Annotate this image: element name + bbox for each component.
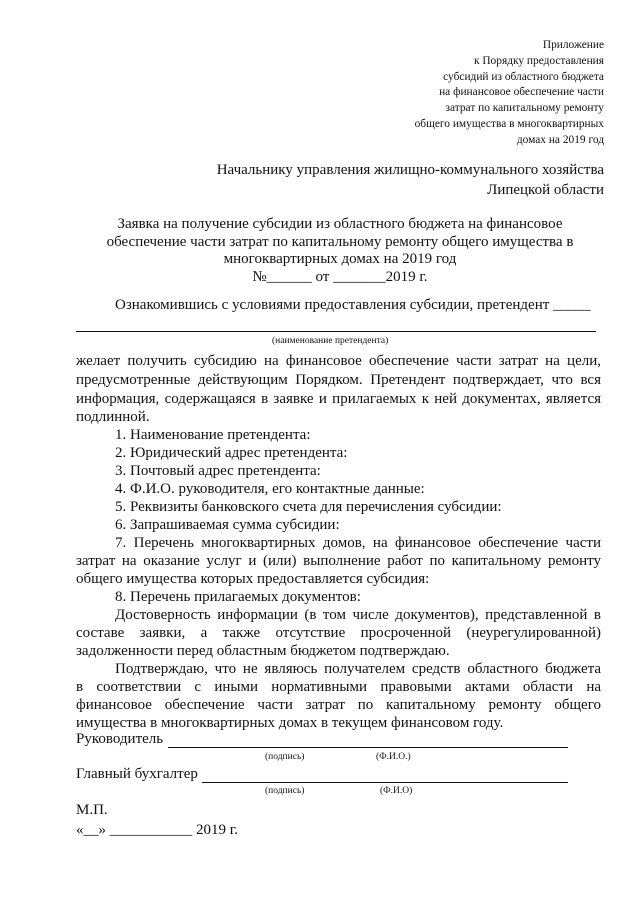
reliability-line: составе заявки, а также отсутствие просроченной (неурегулированной) [76, 625, 601, 641]
reliability-line: задолженности перед областным бюджетом подтверждаю. [76, 643, 450, 659]
list-item-continuation: общего имущества которых предоставляется субсидия: [76, 571, 430, 587]
body-line: подлинной. [76, 409, 150, 425]
appendix-line: домах на 2019 год [516, 133, 604, 146]
list-item: 1. Наименование претендента: [115, 427, 311, 443]
accountant-label: Главный бухгалтер [76, 766, 198, 782]
list-item: 8. Перечень прилагаемых документов: [115, 589, 361, 605]
confirm-line: Подтверждаю, что не являюсь получателем средств областного бюджета [115, 661, 601, 677]
list-item: 7. Перечень многоквартирных домов, на финансовое обеспечение части [115, 535, 601, 551]
date-line: «__» ___________ 2019 г. [76, 822, 238, 838]
list-item: 2. Юридический адрес претендента: [115, 445, 348, 461]
list-item: 3. Почтовый адрес претендента: [115, 463, 321, 479]
appendix-note [415, 38, 604, 149]
fio-caption: (Ф.И.О.) [376, 752, 411, 762]
appendix-line: Приложение [542, 39, 604, 51]
applicant-name-line [76, 331, 596, 332]
appendix-line: на финансовое обеспечение части [439, 86, 604, 99]
sign-caption: (подпись) [265, 786, 305, 796]
title-line: обеспечение части затрат по капитальному ремонту общего имущества в [106, 233, 574, 250]
body-line: желает получить субсидию на финансовое обеспечение части затрат на цели, [76, 353, 601, 369]
accountant-signature-line [202, 782, 568, 783]
confirm-line: имущества в многоквартирных домах в текущем финансовом году. [76, 715, 504, 731]
list-item: 6. Запрашиваемая сумма субсидии: [115, 517, 340, 533]
document-title [60, 216, 620, 286]
appendix-line: затрат по капитальному ремонту [445, 102, 604, 115]
sign-caption: (подпись) [265, 752, 305, 762]
addressee-line: Липецкой области [487, 182, 604, 198]
addressee-line: Начальнику управления жилищно-коммунального хозяйства [216, 162, 604, 178]
head-label: Руководитель [76, 731, 164, 747]
confirm-line: финансовое обеспечение части затрат по капитальному ремонту общего [76, 697, 601, 713]
appendix-line: к Порядку предоставления [473, 54, 604, 67]
fio-caption: (Ф.И.О) [380, 786, 413, 796]
head-signature-line [168, 747, 568, 748]
addressee [217, 160, 604, 200]
confirm-line: в соответствии с иными нормативными правовыми актами области на [76, 679, 601, 695]
list-item: 4. Ф.И.О. руководителя, его контактные данные: [115, 481, 425, 497]
appendix-line: субсидий из областного бюджета [443, 70, 604, 83]
title-number-date: №______ от _______2019 г. [252, 268, 428, 285]
title-line: многоквартирных домах на 2019 год [223, 251, 457, 267]
body-line: предусмотренные действующим Порядком. Претендент подтверждает, что вся [76, 372, 601, 388]
list-item-continuation: затрат на оказание услуг и (или) выполнение работ по капитальному ремонту [76, 553, 601, 569]
applicant-caption: (наименование претендента) [272, 336, 389, 346]
list-item: 5. Реквизиты банковского счета для перечисления субсидии: [115, 499, 502, 515]
reliability-line: Достоверность информации (в том числе документов), представленной в [115, 607, 601, 623]
title-line: Заявка на получение субсидии из областного бюджета на финансовое [117, 216, 563, 232]
body-line: информация, содержащаяся в заявке и прилагаемых к ней документах, является [76, 391, 601, 407]
stamp-place: М.П. [76, 802, 108, 818]
appendix-line: общего имущества в многоквартирных [414, 117, 604, 130]
intro-text: Ознакомившись с условиями предоставления субсидии, претендент _____ [115, 297, 591, 313]
